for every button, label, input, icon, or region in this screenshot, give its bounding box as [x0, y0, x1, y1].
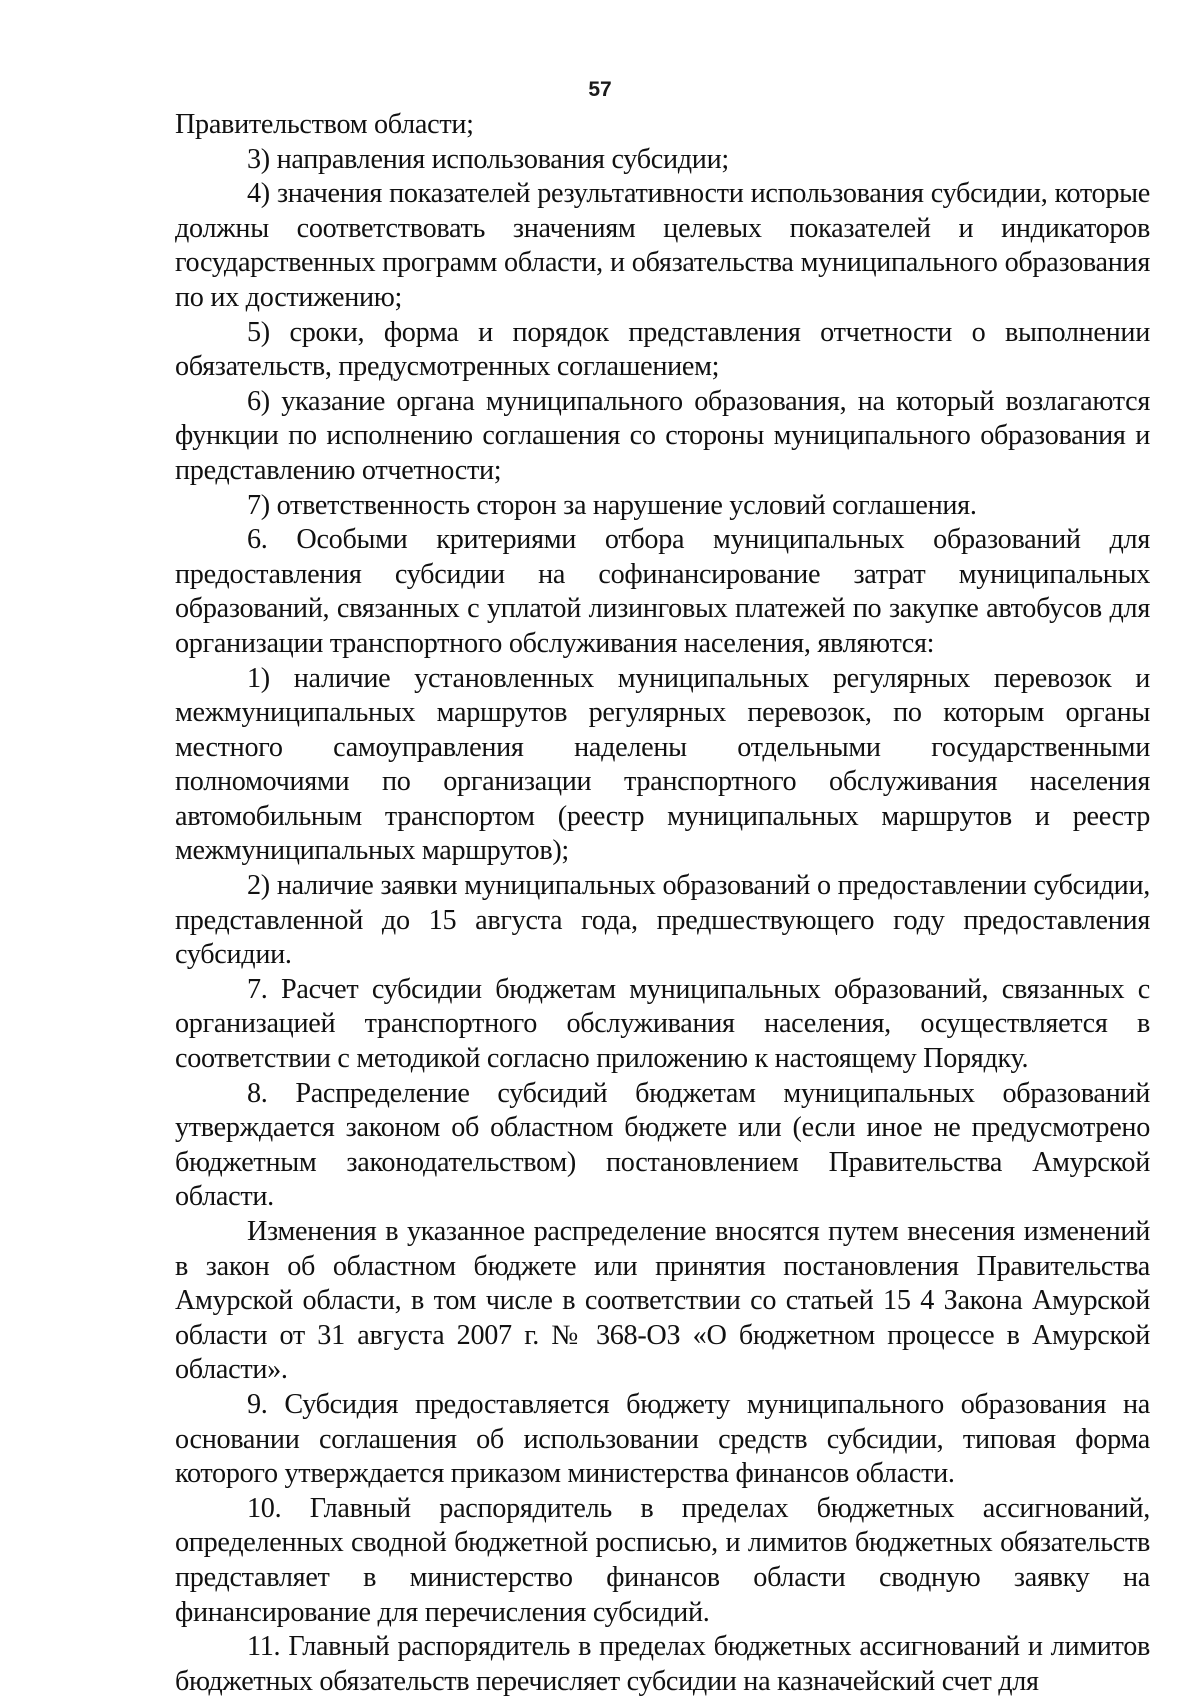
- page-number: 57: [588, 78, 612, 101]
- document-body: [175, 108, 1150, 1699]
- paragraph-section-9: 9. Субсидия предоставляется бюджету муниципального образования на основании соглашения об использовании средств субсидии, типовая форма которого утверждается приказом министерства финансов области.: [175, 1388, 1150, 1490]
- paragraph-item-3: 3) направления использования субсидии;: [247, 143, 729, 175]
- paragraph-continuation: Правительством области;: [175, 109, 474, 140]
- paragraph-item-4: 4) значения показателей результативности использования субсидии, которые должны соответствовать значениям целевых показателей и индикаторов государственных программ области, и обязательства муниципального образования по их достижению;: [175, 178, 1150, 313]
- paragraph-section-6: 6. Особыми критериями отбора муниципальных образований для предоставления субсидии на софинансирование затрат муниципальных образований, связанных с уплатой лизинговых платежей по закупке автобусов для организации транспортного обслуживания населения, являются:: [175, 524, 1150, 659]
- paragraph-item-6: 6) указание органа муниципального образования, на который возлагаются функции по исполнению соглашения со стороны муниципального образования и представлению отчетности;: [175, 385, 1150, 486]
- paragraph-criterion-1: 1) наличие установленных муниципальных регулярных перевозок и межмуниципальных маршрутов регулярных перевозок, по которым органы местного самоуправления наделены отдельными государственными полномочиями по организации транспортного обслуживания населения автомобильным транспортом (реестр муниципальных маршрутов и реестр межмуниципальных маршрутов);: [175, 662, 1150, 867]
- paragraph-section-7: 7. Расчет субсидии бюджетам муниципальных образований, связанных с организацией транспортного обслуживания населения, осуществляется в соответствии с методикой согласно приложению к настоящему Порядку.: [175, 973, 1150, 1075]
- paragraph-section-10: 10. Главный распорядитель в пределах бюджетных ассигнований, определенных сводной бюджетной росписью, и лимитов бюджетных обязательств представляет в министерство финансов области сводную заявку на финансирование для перечисления субсидий.: [175, 1492, 1150, 1628]
- paragraph-criterion-2: 2) наличие заявки муниципальных образований о предоставлении субсидии, представленной до 15 августа года, предшествующего году предоставления субсидии.: [175, 870, 1150, 971]
- paragraph-item-5: 5) сроки, форма и порядок представления отчетности о выполнении обязательств, предусмотренных соглашением;: [175, 316, 1150, 383]
- paragraph-section-11: 11. Главный распорядитель в пределах бюджетных ассигнований и лимитов бюджетных обязательств перечисляет субсидии на казначейский счет для: [175, 1631, 1150, 1697]
- paragraph-item-7: 7) ответственность сторон за нарушение условий соглашения.: [247, 489, 977, 521]
- paragraph-section-8: 8. Распределение субсидий бюджетам муниципальных образований утверждается законом об областном бюджете или (если иное не предусмотрено бюджетным законодательством) постановлением Правительства Амурской области.: [175, 1077, 1150, 1213]
- paragraph-amendments: Изменения в указанное распределение вносятся путем внесения изменений в закон об областном бюджете или принятия постановления Правительства Амурской области, в том числе в соответствии со статьей 15 4 Закона Амурской области от 31 августа 2007 г. № 368-ОЗ «О бюджетном процессе в Амурской области».: [175, 1216, 1150, 1386]
